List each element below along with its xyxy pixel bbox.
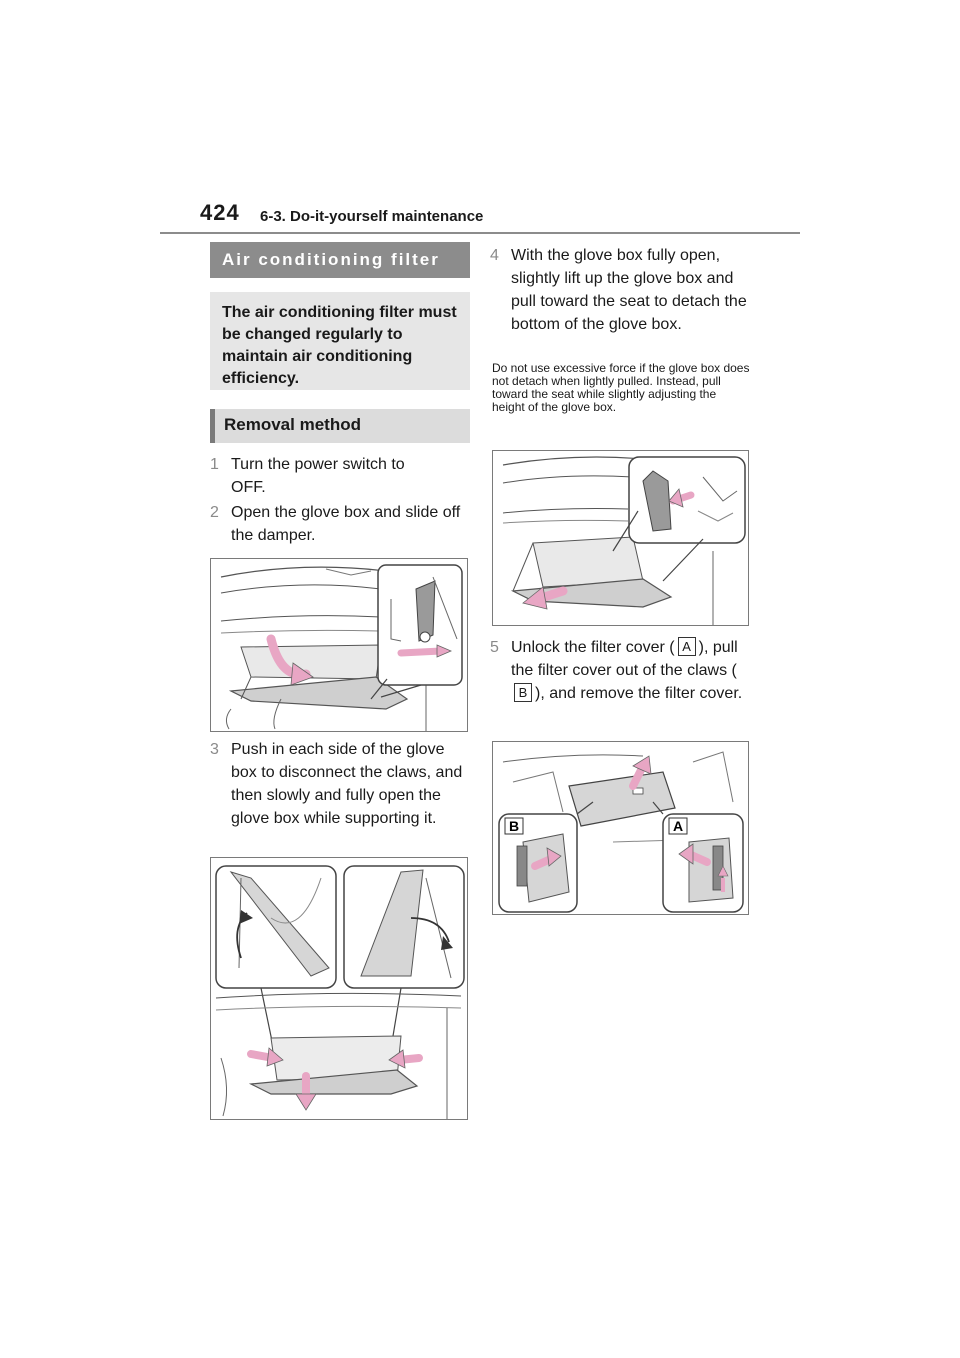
figure-detach-glove-box: [492, 450, 749, 626]
step-number: 5: [490, 639, 499, 656]
step-text: Turn the power switch to OFF.: [231, 456, 405, 496]
step-number: 4: [490, 247, 499, 264]
step-4: [490, 244, 760, 356]
step-text: Push in each side of the glove box to disconnect the claws, and then slowly and fully open the glove box while supporting it.: [231, 741, 463, 827]
step-number: 1: [210, 456, 219, 473]
figure-label-a: A: [672, 818, 684, 834]
arrow-icon: [401, 651, 441, 653]
step-number: 3: [210, 741, 219, 758]
label-a-box: A: [678, 637, 696, 656]
step-text-part: Unlock the filter cover (: [511, 639, 675, 656]
sub-heading: Removal method: [210, 409, 470, 443]
step-5: [490, 636, 760, 736]
step-text: [511, 636, 750, 705]
intro-box: [210, 292, 470, 390]
step-text: Open the glove box and slide off the damper.: [231, 504, 461, 544]
step-2: [210, 501, 470, 549]
figure-glove-box-open: [210, 558, 468, 732]
step-text-part: ), pull the filter cover out of the claws (: [511, 639, 738, 679]
section-heading: Air conditioning filter: [210, 242, 470, 278]
label-b-box: B: [514, 683, 532, 702]
illustration: [211, 858, 467, 1119]
figure-push-sides: [210, 857, 468, 1120]
header-divider: [160, 232, 800, 234]
illustration: [493, 742, 748, 914]
figure-filter-cover: [492, 741, 749, 915]
illustration: [493, 451, 748, 625]
intro-text: The air conditioning filter must be changed regularly to maintain air conditioning efficiency.: [222, 304, 457, 387]
step-text: With the glove box fully open, slightly lift up the glove box and pull toward the seat to detach the bottom of the glove box.: [511, 247, 747, 333]
page-number: 424: [200, 200, 240, 225]
note-text: Do not use excessive force if the glove box does not detach when lightly pulled. Instead, pull toward the seat while slightly adjusting the height of the glove box.: [492, 361, 750, 414]
step-1: [210, 453, 470, 501]
figure-label-b: B: [508, 818, 520, 834]
step-text-part: ), and remove the filter cover.: [535, 685, 743, 702]
step-3: [210, 738, 470, 838]
illustration: [211, 559, 467, 731]
section-title: 6-3. Do-it-yourself maintenance: [260, 208, 484, 225]
step-number: 2: [210, 504, 219, 521]
